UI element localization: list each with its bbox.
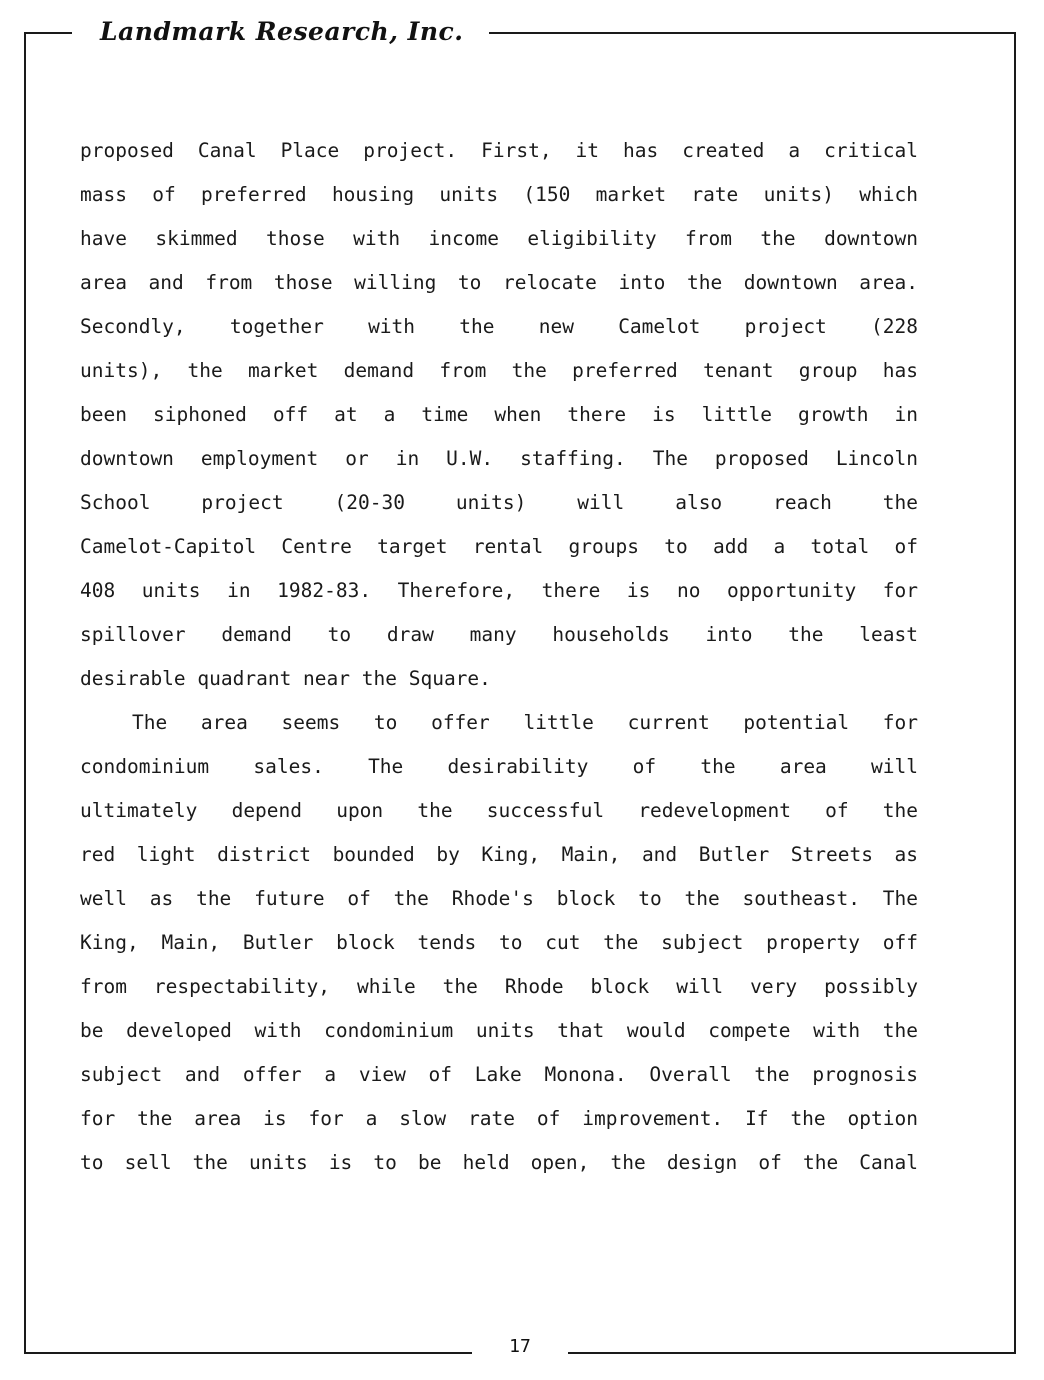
text-line: have skimmed those with income eligibility from the downtown [80, 227, 918, 250]
text-line: mass of preferred housing units (150 market rate units) which [80, 183, 918, 206]
text-line: well as the future of the Rhode's block to the southeast. The [80, 887, 918, 910]
text-line: School project (20-30 units) will also reach the [80, 491, 918, 514]
text-line: King, Main, Butler block tends to cut the subject property off [80, 931, 918, 954]
text-line: subject and offer a view of Lake Monona. Overall the prognosis [80, 1063, 918, 1086]
text-line: proposed Canal Place project. First, it has created a critical [80, 139, 918, 162]
text-line: to sell the units is to be held open, the design of the Canal [80, 1151, 918, 1174]
text-line: spillover demand to draw many households into the least [80, 623, 918, 646]
page-number: 17 [472, 1332, 568, 1362]
paragraph-1 [80, 129, 918, 701]
text-line: been siphoned off at a time when there is little growth in [80, 403, 918, 426]
text-line: condominium sales. The desirability of the area will [80, 755, 918, 778]
paragraph-2 [80, 701, 918, 1185]
company-letterhead: Landmark Research, Inc. [72, 12, 489, 52]
text-line: downtown employment or in U.W. staffing. The proposed Lincoln [80, 447, 918, 470]
text-line: for the area is for a slow rate of improvement. If the option [80, 1107, 918, 1130]
text-line: The area seems to offer little current potential for [132, 711, 918, 734]
text-line: units), the market demand from the preferred tenant group has [80, 359, 918, 382]
text-line: area and from those willing to relocate into the downtown area. [80, 271, 918, 294]
text-line: red light district bounded by King, Main, and Butler Streets as [80, 843, 918, 866]
text-line: 408 units in 1982-83. Therefore, there is no opportunity for [80, 579, 918, 602]
text-line: be developed with condominium units that would compete with the [80, 1019, 918, 1042]
text-line: ultimately depend upon the successful redevelopment of the [80, 799, 918, 822]
document-body [80, 129, 918, 1185]
text-line: from respectability, while the Rhode block will very possibly [80, 975, 918, 998]
text-line: desirable quadrant near the Square. [80, 667, 491, 690]
text-line: Camelot-Capitol Centre target rental groups to add a total of [80, 535, 918, 558]
text-line: Secondly, together with the new Camelot project (228 [80, 315, 918, 338]
